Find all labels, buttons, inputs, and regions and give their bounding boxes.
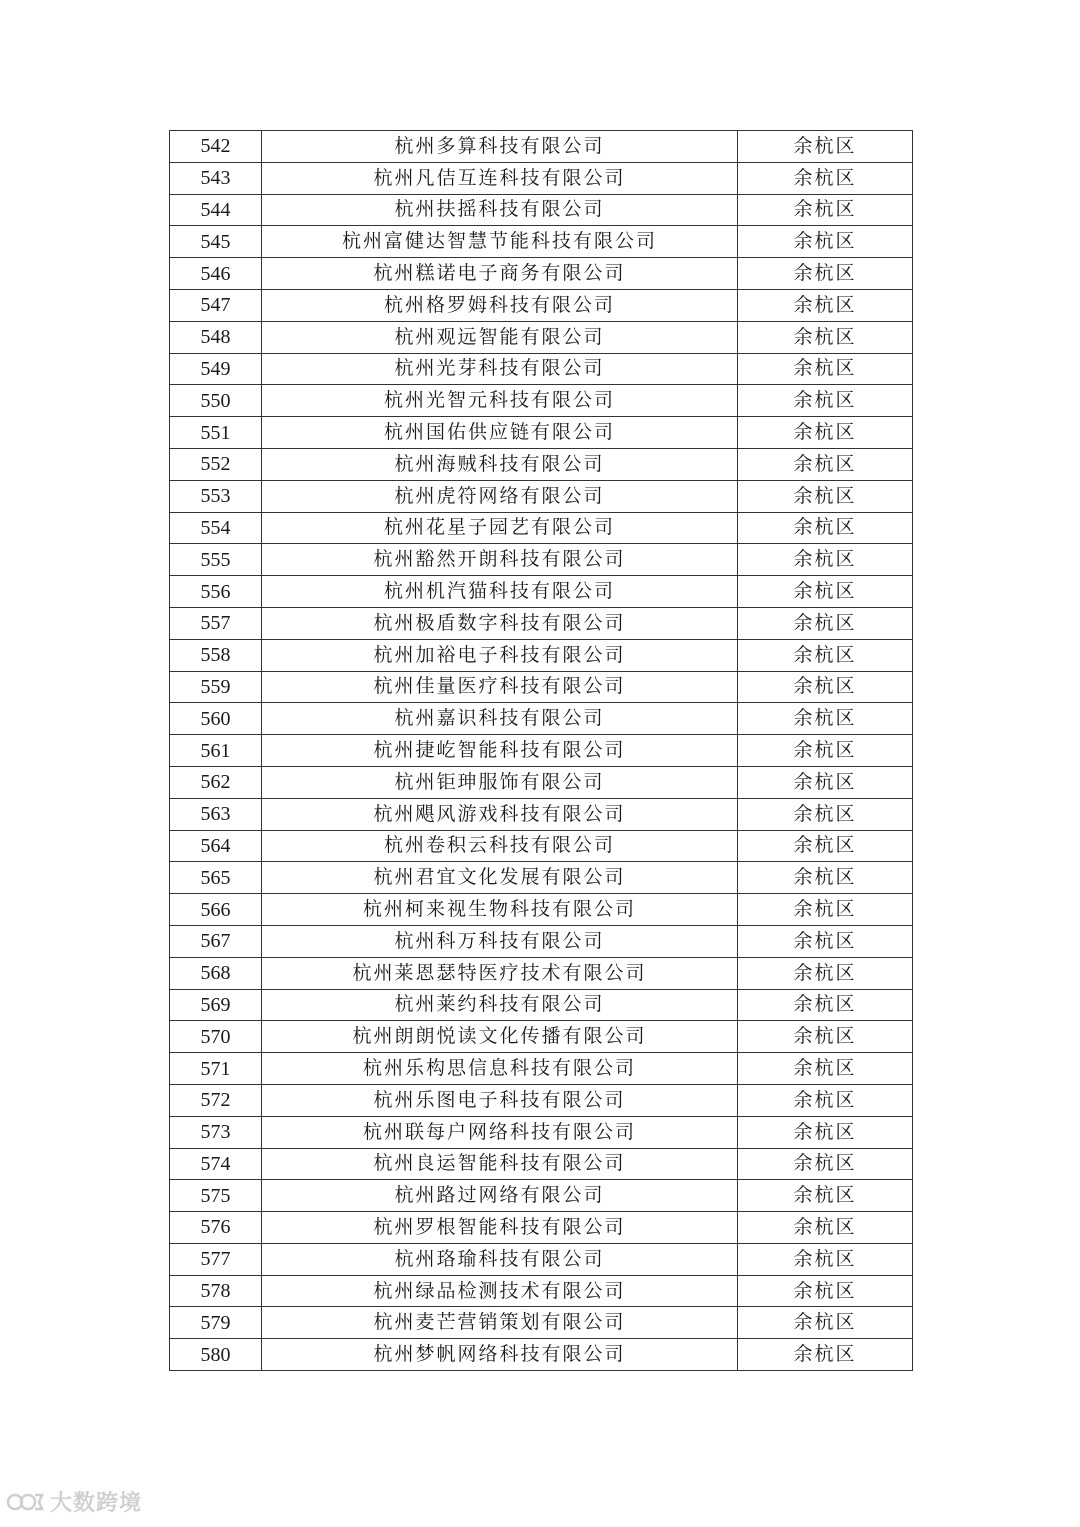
district-cell: 余杭区 — [738, 353, 913, 385]
table-row — [170, 576, 913, 608]
row-number-cell: 566 — [170, 894, 262, 926]
row-number-cell: 542 — [170, 131, 262, 163]
table-row — [170, 544, 913, 576]
row-number-cell: 545 — [170, 226, 262, 258]
table-row — [170, 703, 913, 735]
row-number-cell: 580 — [170, 1339, 262, 1371]
district-cell: 余杭区 — [738, 925, 913, 957]
table-row — [170, 862, 913, 894]
company-name-cell: 杭州联每户网络科技有限公司 — [262, 1116, 738, 1148]
row-number-cell: 559 — [170, 671, 262, 703]
table-row — [170, 1053, 913, 1085]
watermark — [6, 1486, 142, 1517]
company-name-cell: 杭州柯来视生物科技有限公司 — [262, 894, 738, 926]
row-number-cell: 547 — [170, 289, 262, 321]
row-number-cell: 571 — [170, 1053, 262, 1085]
district-cell: 余杭区 — [738, 1307, 913, 1339]
row-number-cell: 544 — [170, 194, 262, 226]
row-number-cell: 548 — [170, 321, 262, 353]
company-name-cell: 杭州麦芒营销策划有限公司 — [262, 1307, 738, 1339]
watermark-logo-icon — [6, 1491, 44, 1513]
company-name-cell: 杭州莱恩瑟特医疗技术有限公司 — [262, 957, 738, 989]
table-row — [170, 353, 913, 385]
table-row — [170, 321, 913, 353]
row-number-cell: 577 — [170, 1243, 262, 1275]
district-cell: 余杭区 — [738, 226, 913, 258]
company-name-cell: 杭州多算科技有限公司 — [262, 131, 738, 163]
row-number-cell: 570 — [170, 1021, 262, 1053]
district-cell: 余杭区 — [738, 1148, 913, 1180]
district-cell: 余杭区 — [738, 321, 913, 353]
row-number-cell: 555 — [170, 544, 262, 576]
row-number-cell: 568 — [170, 957, 262, 989]
district-cell: 余杭区 — [738, 289, 913, 321]
company-name-cell: 杭州机汽猫科技有限公司 — [262, 576, 738, 608]
company-list-table — [169, 130, 913, 1371]
company-name-cell: 杭州海贼科技有限公司 — [262, 448, 738, 480]
table-row — [170, 1339, 913, 1371]
company-name-cell: 杭州光芽科技有限公司 — [262, 353, 738, 385]
table-row — [170, 226, 913, 258]
company-name-cell: 杭州飓风游戏科技有限公司 — [262, 798, 738, 830]
district-cell: 余杭区 — [738, 1180, 913, 1212]
district-cell: 余杭区 — [738, 194, 913, 226]
company-name-cell: 杭州乐图电子科技有限公司 — [262, 1084, 738, 1116]
table-row — [170, 512, 913, 544]
company-name-cell: 杭州罗根智能科技有限公司 — [262, 1212, 738, 1244]
company-name-cell: 杭州绿品检测技术有限公司 — [262, 1275, 738, 1307]
company-name-cell: 杭州乐构思信息科技有限公司 — [262, 1053, 738, 1085]
row-number-cell: 569 — [170, 989, 262, 1021]
district-cell: 余杭区 — [738, 639, 913, 671]
company-name-cell: 杭州富健达智慧节能科技有限公司 — [262, 226, 738, 258]
district-cell: 余杭区 — [738, 385, 913, 417]
company-name-cell: 杭州莱约科技有限公司 — [262, 989, 738, 1021]
table-row — [170, 1243, 913, 1275]
row-number-cell: 552 — [170, 448, 262, 480]
company-name-cell: 杭州珞瑜科技有限公司 — [262, 1243, 738, 1275]
table-row — [170, 639, 913, 671]
district-cell: 余杭区 — [738, 798, 913, 830]
company-name-cell: 杭州观远智能有限公司 — [262, 321, 738, 353]
row-number-cell: 578 — [170, 1275, 262, 1307]
district-cell: 余杭区 — [738, 1212, 913, 1244]
district-cell: 余杭区 — [738, 607, 913, 639]
table-row — [170, 798, 913, 830]
district-cell: 余杭区 — [738, 894, 913, 926]
row-number-cell: 572 — [170, 1084, 262, 1116]
company-name-cell: 杭州凡佶互连科技有限公司 — [262, 162, 738, 194]
district-cell: 余杭区 — [738, 766, 913, 798]
district-cell: 余杭区 — [738, 735, 913, 767]
company-name-cell: 杭州良运智能科技有限公司 — [262, 1148, 738, 1180]
district-cell: 余杭区 — [738, 258, 913, 290]
row-number-cell: 575 — [170, 1180, 262, 1212]
row-number-cell: 556 — [170, 576, 262, 608]
table-row — [170, 925, 913, 957]
table-row — [170, 1212, 913, 1244]
row-number-cell: 574 — [170, 1148, 262, 1180]
district-cell: 余杭区 — [738, 1116, 913, 1148]
district-cell: 余杭区 — [738, 162, 913, 194]
company-name-cell: 杭州花星子园艺有限公司 — [262, 512, 738, 544]
table-row — [170, 1275, 913, 1307]
watermark-text: 大数跨境 — [50, 1491, 143, 1516]
district-cell: 余杭区 — [738, 131, 913, 163]
company-name-cell: 杭州加裕电子科技有限公司 — [262, 639, 738, 671]
district-cell: 余杭区 — [738, 1021, 913, 1053]
district-cell: 余杭区 — [738, 417, 913, 449]
table-row — [170, 131, 913, 163]
row-number-cell: 557 — [170, 607, 262, 639]
table-row — [170, 671, 913, 703]
table-row — [170, 385, 913, 417]
company-name-cell: 杭州梦帆网络科技有限公司 — [262, 1339, 738, 1371]
district-cell: 余杭区 — [738, 862, 913, 894]
company-name-cell: 杭州钜珅服饰有限公司 — [262, 766, 738, 798]
row-number-cell: 567 — [170, 925, 262, 957]
row-number-cell: 562 — [170, 766, 262, 798]
company-name-cell: 杭州朗朗悦读文化传播有限公司 — [262, 1021, 738, 1053]
company-name-cell: 杭州嘉识科技有限公司 — [262, 703, 738, 735]
table-row — [170, 480, 913, 512]
row-number-cell: 579 — [170, 1307, 262, 1339]
row-number-cell: 551 — [170, 417, 262, 449]
row-number-cell: 564 — [170, 830, 262, 862]
row-number-cell: 549 — [170, 353, 262, 385]
company-name-cell: 杭州捷屹智能科技有限公司 — [262, 735, 738, 767]
row-number-cell: 565 — [170, 862, 262, 894]
district-cell: 余杭区 — [738, 830, 913, 862]
company-name-cell: 杭州科万科技有限公司 — [262, 925, 738, 957]
row-number-cell: 543 — [170, 162, 262, 194]
district-cell: 余杭区 — [738, 1053, 913, 1085]
district-cell: 余杭区 — [738, 1243, 913, 1275]
company-name-cell: 杭州卷积云科技有限公司 — [262, 830, 738, 862]
table-row — [170, 162, 913, 194]
company-name-cell: 杭州豁然开朗科技有限公司 — [262, 544, 738, 576]
table-row — [170, 1021, 913, 1053]
district-cell: 余杭区 — [738, 957, 913, 989]
table-row — [170, 1084, 913, 1116]
table-row — [170, 1180, 913, 1212]
company-name-cell: 杭州虎符网络有限公司 — [262, 480, 738, 512]
district-cell: 余杭区 — [738, 1339, 913, 1371]
district-cell: 余杭区 — [738, 1275, 913, 1307]
table-row — [170, 417, 913, 449]
district-cell: 余杭区 — [738, 448, 913, 480]
company-name-cell: 杭州极盾数字科技有限公司 — [262, 607, 738, 639]
row-number-cell: 558 — [170, 639, 262, 671]
table-row — [170, 258, 913, 290]
district-cell: 余杭区 — [738, 544, 913, 576]
district-cell: 余杭区 — [738, 1084, 913, 1116]
company-name-cell: 杭州国佑供应链有限公司 — [262, 417, 738, 449]
row-number-cell: 546 — [170, 258, 262, 290]
company-name-cell: 杭州佳量医疗科技有限公司 — [262, 671, 738, 703]
row-number-cell: 554 — [170, 512, 262, 544]
company-name-cell: 杭州糕诺电子商务有限公司 — [262, 258, 738, 290]
row-number-cell: 560 — [170, 703, 262, 735]
table-row — [170, 830, 913, 862]
district-cell: 余杭区 — [738, 671, 913, 703]
company-list-body — [170, 131, 913, 1371]
table-row — [170, 448, 913, 480]
table-row — [170, 1116, 913, 1148]
row-number-cell: 553 — [170, 480, 262, 512]
table-row — [170, 735, 913, 767]
row-number-cell: 576 — [170, 1212, 262, 1244]
row-number-cell: 573 — [170, 1116, 262, 1148]
company-name-cell: 杭州扶摇科技有限公司 — [262, 194, 738, 226]
row-number-cell: 563 — [170, 798, 262, 830]
table-row — [170, 607, 913, 639]
table-row — [170, 989, 913, 1021]
district-cell: 余杭区 — [738, 703, 913, 735]
table-row — [170, 957, 913, 989]
district-cell: 余杭区 — [738, 480, 913, 512]
company-name-cell: 杭州君宜文化发展有限公司 — [262, 862, 738, 894]
table-row — [170, 1307, 913, 1339]
table-row — [170, 194, 913, 226]
district-cell: 余杭区 — [738, 989, 913, 1021]
company-name-cell: 杭州路过网络有限公司 — [262, 1180, 738, 1212]
company-name-cell: 杭州光智元科技有限公司 — [262, 385, 738, 417]
district-cell: 余杭区 — [738, 576, 913, 608]
table-row — [170, 766, 913, 798]
district-cell: 余杭区 — [738, 512, 913, 544]
company-name-cell: 杭州格罗姆科技有限公司 — [262, 289, 738, 321]
table-row — [170, 894, 913, 926]
row-number-cell: 550 — [170, 385, 262, 417]
table-row — [170, 289, 913, 321]
table-row — [170, 1148, 913, 1180]
row-number-cell: 561 — [170, 735, 262, 767]
